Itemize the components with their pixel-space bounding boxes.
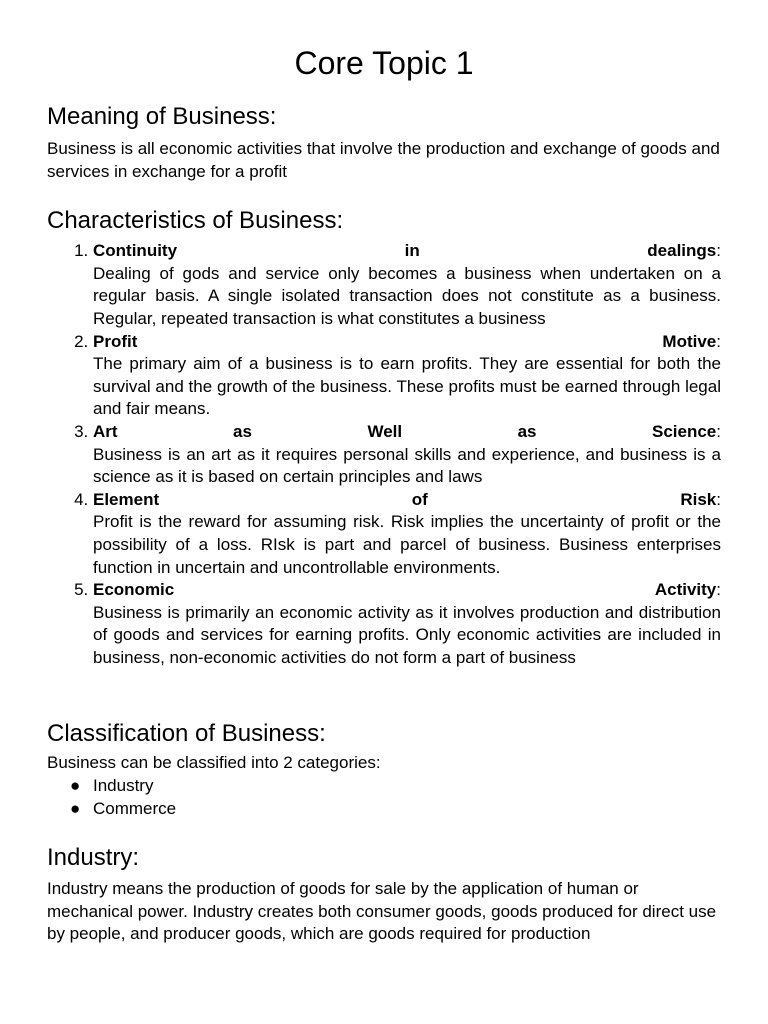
list-item-label: Commerce bbox=[93, 798, 177, 818]
heading-word: 1. Continuity bbox=[93, 241, 178, 261]
item-heading: 4. Element of Risk: bbox=[93, 489, 721, 512]
list-item bbox=[70, 798, 721, 821]
classification-heading: Classification of Business: bbox=[47, 720, 326, 748]
heading-word: dealings bbox=[647, 241, 717, 261]
heading-word: 5. Economic bbox=[93, 580, 175, 600]
item-heading: 1. Continuity in dealings: bbox=[93, 240, 721, 263]
heading-word: Activity bbox=[654, 580, 717, 600]
list-item bbox=[93, 240, 721, 330]
heading-word: Motive bbox=[662, 331, 717, 351]
heading-word: 2. Profit bbox=[93, 331, 138, 351]
bullet-icon: ● bbox=[70, 776, 81, 796]
list-item bbox=[70, 775, 721, 798]
meaning-text: Business is all economic activities that involve the production and exchange of goods and services in exchange for a profit bbox=[47, 139, 720, 181]
heading-word: 3. Art bbox=[93, 421, 118, 441]
page-title: Core Topic 1 bbox=[294, 45, 474, 81]
heading-word: of bbox=[411, 489, 428, 509]
meaning-heading: Meaning of Business: bbox=[47, 103, 277, 130]
item-heading: 2. Profit Motive: bbox=[93, 331, 721, 354]
item-body: Profit is the reward for assuming risk. Risk implies the uncertainty of profit or the possibility of a loss. RIsk is part and parcel of business. Business enterprises function in uncertain and uncontrollable environments. bbox=[93, 512, 721, 577]
item-heading: 3. Art as Well as Science: bbox=[93, 421, 721, 444]
heading-word: in bbox=[404, 241, 420, 261]
item-heading: 5. Economic Activity: bbox=[93, 579, 721, 602]
characteristics-list bbox=[47, 240, 721, 669]
item-body: Business is an art as it requires personal skills and experience, and business is a science as it is based on certain principles and laws bbox=[93, 444, 721, 487]
industry-heading: Industry: bbox=[47, 844, 140, 872]
item-body: Dealing of gods and service only becomes a business when undertaken on a regular basis. A single isolated transaction does not constitute as a business. Regular, repeated transaction is what constitutes a business bbox=[93, 263, 721, 328]
heading-word: as bbox=[517, 421, 537, 441]
item-body: The primary aim of a business is to earn profits. They are essential for both the survival and the growth of the business. These profits must be earned through legal and fair means. bbox=[93, 354, 721, 419]
heading-word: Risk bbox=[680, 489, 717, 509]
characteristics-heading: Characteristics of Business: bbox=[47, 207, 344, 235]
list-item bbox=[93, 579, 721, 669]
heading-word: Science bbox=[651, 421, 717, 441]
list-item bbox=[93, 331, 721, 421]
list-item bbox=[93, 489, 721, 579]
industry-text: Industry means the production of goods for sale by the application of human or mechanical power. Industry creates both consumer goods, goods produced for direct use by people, and producer goods, which are goods required for production bbox=[47, 879, 717, 944]
classification-intro: Business can be classified into 2 categories: bbox=[47, 753, 381, 773]
heading-word: Well bbox=[367, 421, 403, 441]
heading-word: as bbox=[233, 421, 252, 441]
item-body: Business is primarily an economic activity as it involves production and distribution of goods and services for earning profits. Only economic activities are included in business, non-economic activities do not form a part of business bbox=[93, 602, 721, 667]
heading-word: 4. Element bbox=[93, 489, 160, 509]
list-item-label: Industry bbox=[93, 776, 154, 796]
list-item bbox=[93, 421, 721, 489]
classification-list bbox=[47, 775, 721, 820]
bullet-icon: ● bbox=[70, 798, 81, 818]
